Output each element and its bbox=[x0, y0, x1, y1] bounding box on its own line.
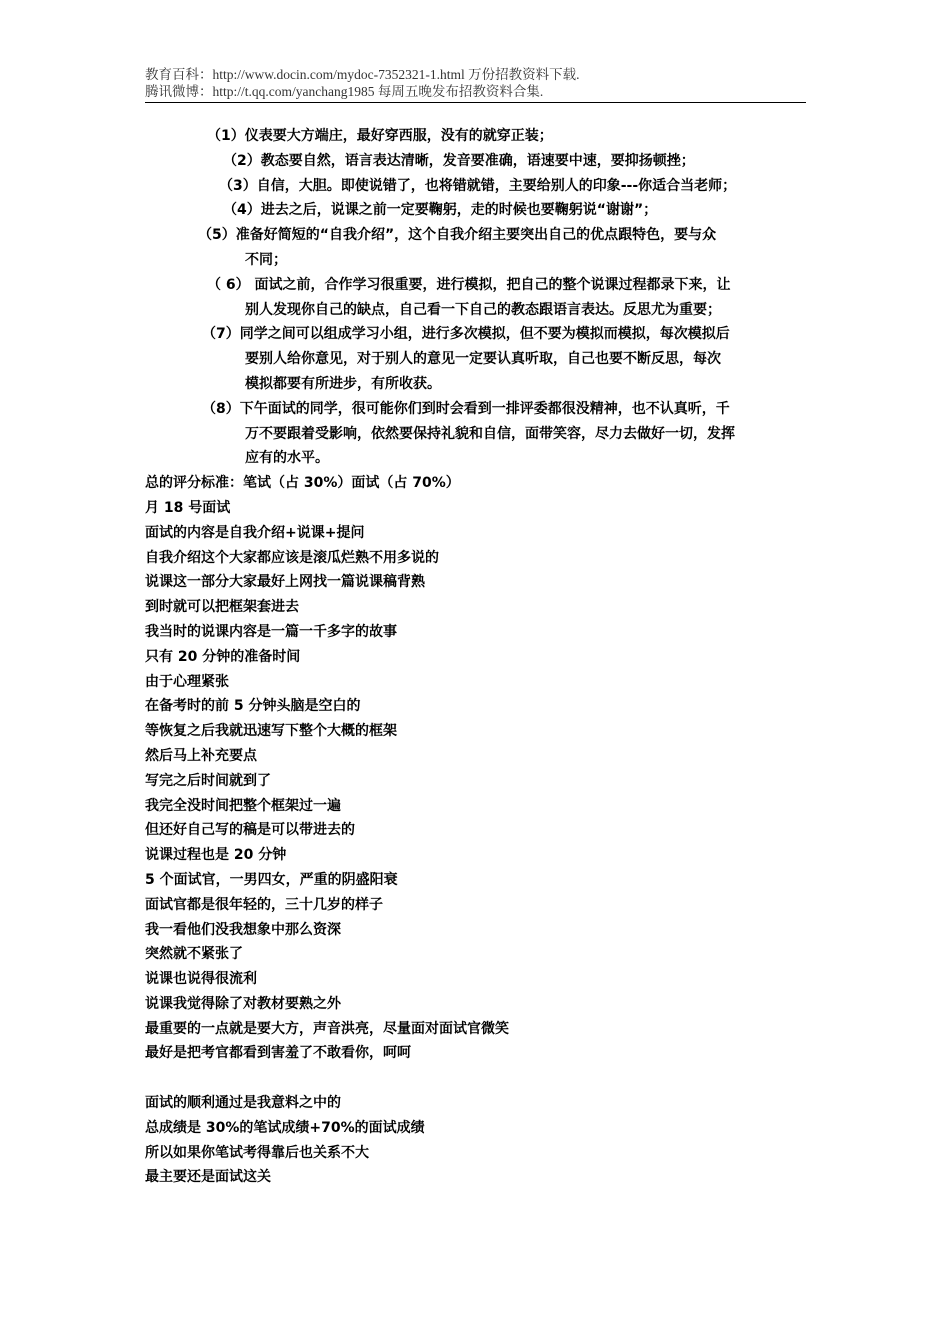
text-line: 面试官都是很年轻的，三十几岁的样子 bbox=[145, 896, 383, 913]
text-line: 面试的内容是自我介绍+说课+提问 bbox=[145, 524, 365, 541]
tip-text-continued: 要别人给你意见，对于别人的意见一定要认真听取，自己也要不断反思，每次 bbox=[245, 351, 721, 368]
text-line: 突然就不紧张了 bbox=[145, 946, 243, 963]
text-line: 然后马上补充要点 bbox=[145, 747, 257, 764]
tip-item bbox=[145, 174, 810, 199]
text-line: 等恢复之后我就迅速写下整个大概的框架 bbox=[145, 723, 397, 740]
tip-item bbox=[145, 198, 810, 223]
text-line: 我完全没时间把整个框架过一遍 bbox=[145, 797, 341, 814]
text-line: 最主要还是面试这关 bbox=[145, 1169, 271, 1186]
text-line: 说课这一部分大家最好上网找一篇说课稿背熟 bbox=[145, 574, 425, 591]
tip-item bbox=[145, 124, 810, 149]
text-line: 月 18 号面试 bbox=[145, 499, 231, 516]
tip-item bbox=[145, 397, 810, 471]
text-line: 总成绩是 30%的笔试成绩+70%的面试成绩 bbox=[145, 1119, 425, 1136]
text-line: 在备考时的前 5 分钟头脑是空白的 bbox=[145, 698, 361, 715]
text-line: 最好是把考官都看到害羞了不敢看你，呵呵 bbox=[145, 1045, 411, 1062]
tip-text: （1）仪表要大方端庄，最好穿西服，没有的就穿正装； bbox=[207, 128, 553, 144]
score-standard: 总的评分标准：笔试（占 30%）面试（占 70%） bbox=[145, 475, 460, 492]
text-line: 说课过程也是 20 分钟 bbox=[145, 847, 287, 864]
text-line: 说课我觉得除了对教材要熟之外 bbox=[145, 995, 341, 1012]
tip-item bbox=[145, 273, 810, 323]
tip-text: （4）进去之后，说课之前一定要鞠躬，走的时候也要鞠躬说“谢谢”； bbox=[223, 202, 658, 219]
tip-item bbox=[145, 322, 810, 396]
tip-text-continued: 别人发现你自己的缺点，自己看一下自己的教态跟语言表达。反思尤为重要； bbox=[245, 301, 721, 318]
text-line: 5 个面试官，一男四女，严重的阴盛阳衰 bbox=[145, 871, 398, 888]
header-line-docin: 教育百科：http://www.docin.com/mydoc-7352321-1.html 万份招教资料下载. bbox=[145, 67, 580, 82]
text-line: 自我介绍这个大家都应该是滚瓜烂熟不用多说的 bbox=[145, 549, 439, 566]
text-line: 由于心理紧张 bbox=[145, 673, 229, 690]
text-line: 所以如果你笔试考得靠后也关系不大 bbox=[145, 1144, 369, 1161]
page-header bbox=[145, 66, 806, 103]
text-line: 最重要的一点就是要大方，声音洪亮，尽量面对面试官微笑 bbox=[145, 1020, 509, 1037]
tip-text: （2）教态要自然，语言表达清晰，发音要准确，语速要中速，要抑扬顿挫； bbox=[223, 152, 695, 169]
header-line-weibo: 腾讯微博：http://t.qq.com/yanchang1985 每周五晚发布招教资料合集. bbox=[145, 84, 544, 99]
tip-text-continued: 模拟都要有所进步，有所收获。 bbox=[245, 375, 441, 392]
text-line: 我当时的说课内容是一篇一千多字的故事 bbox=[145, 623, 397, 640]
tip-item bbox=[145, 223, 810, 273]
tip-text: （8）下午面试的同学，很可能你们到时会看到一排评委都很没精神，也不认真听，千 bbox=[202, 400, 730, 417]
tip-text: （7）同学之间可以组成学习小组，进行多次模拟，但不要为模拟而模拟，每次模拟后 bbox=[202, 326, 730, 343]
text-line: 面试的顺利通过是我意料之中的 bbox=[145, 1095, 341, 1112]
text-line: 我一看他们没我想象中那么资深 bbox=[145, 921, 341, 938]
text-line: 只有 20 分钟的准备时间 bbox=[145, 648, 301, 665]
tip-text-continued: 万不要跟着受影响，依然要保持礼貌和自信，面带笑容，尽力去做好一切，发挥 bbox=[245, 425, 735, 442]
tip-text: （ 6） 面试之前，合作学习很重要，进行模拟，把自己的整个说课过程都录下来，让 bbox=[207, 276, 731, 293]
text-line: 说课也说得很流利 bbox=[145, 971, 257, 988]
document-body bbox=[145, 124, 810, 1190]
blank-line bbox=[145, 1066, 810, 1091]
text-line: 但还好自己写的稿是可以带进去的 bbox=[145, 822, 355, 839]
text-line: 到时就可以把框架套进去 bbox=[145, 599, 299, 616]
text-line: 写完之后时间就到了 bbox=[145, 772, 271, 789]
tip-text: （5）准备好简短的“自我介绍”，这个自我介绍主要突出自己的优点跟特色，要与众 bbox=[198, 227, 717, 244]
tip-text-continued: 应有的水平。 bbox=[245, 450, 329, 467]
tip-text: （3）自信，大胆。即使说错了，也将错就错，主要给别人的印象---你适合当老师； bbox=[219, 177, 737, 194]
tip-text-continued: 不同； bbox=[245, 251, 287, 268]
tip-item bbox=[145, 149, 810, 174]
